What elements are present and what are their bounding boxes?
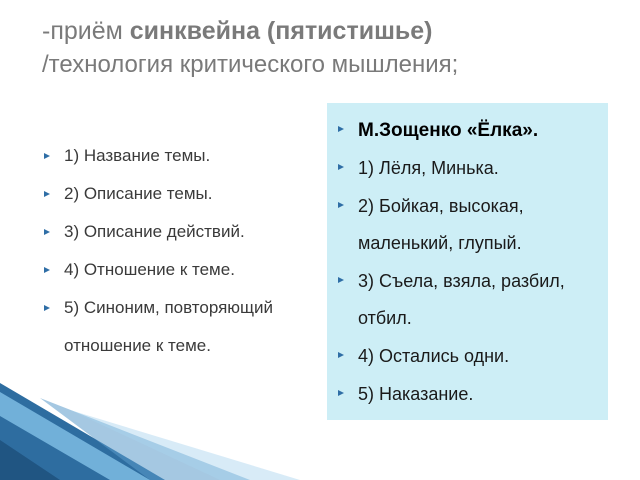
- slide-title: [42, 14, 602, 82]
- list-item: [330, 263, 605, 337]
- title-bold-text: синквейна (пятистишье): [129, 17, 433, 45]
- example-heading-text: М.Зощенко «Ёлка».: [358, 120, 539, 141]
- list-item-text: 2) Бойкая, высокая, маленький, глупый.: [358, 196, 524, 253]
- list-item-text: 5) Синоним, повторяющий отношение к теме.: [64, 298, 274, 355]
- triangle-bullet-icon: [338, 277, 344, 283]
- list-item-text: 4) Отношение к теме.: [64, 260, 235, 279]
- list-item: [330, 338, 605, 375]
- triangle-bullet-icon: [44, 305, 50, 311]
- triangle-bullet-icon: [338, 164, 344, 170]
- triangle-bullet-icon: [44, 267, 50, 273]
- list-item-text: 1) Название темы.: [64, 146, 211, 165]
- list-item-text: 4) Остались одни.: [358, 346, 510, 366]
- list-item: [44, 222, 324, 242]
- list-item-text: 1) Лёля, Минька.: [358, 158, 499, 178]
- triangle-bullet-icon: [44, 229, 50, 235]
- triangle-bullet-icon: [338, 352, 344, 358]
- title-line-1: [42, 14, 602, 48]
- triangle-bullet-icon: [338, 202, 344, 208]
- list-item: [330, 376, 605, 413]
- list-item-text: 2) Описание темы.: [64, 184, 213, 203]
- triangle-bullet-icon: [338, 390, 344, 396]
- triangle-bullet-icon: [338, 126, 344, 132]
- list-item: [330, 188, 605, 262]
- title-prefix: -приём: [42, 17, 130, 45]
- list-item: [44, 146, 324, 166]
- list-item: [330, 150, 605, 187]
- list-item-text: 3) Описание действий.: [64, 222, 245, 241]
- example-cinquain-list: [330, 112, 605, 414]
- example-heading: [330, 112, 605, 149]
- list-item: [44, 260, 324, 280]
- triangle-bullet-icon: [44, 191, 50, 197]
- title-line-2: /технология критического мышления;: [42, 51, 459, 78]
- list-item: [44, 184, 324, 204]
- cinquain-structure-list: [44, 146, 324, 383]
- triangle-bullet-icon: [44, 153, 50, 159]
- list-item: [44, 289, 324, 365]
- list-item-text: 3) Съела, взяла, разбил, отбил.: [358, 271, 565, 328]
- list-item-text: 5) Наказание.: [358, 384, 474, 404]
